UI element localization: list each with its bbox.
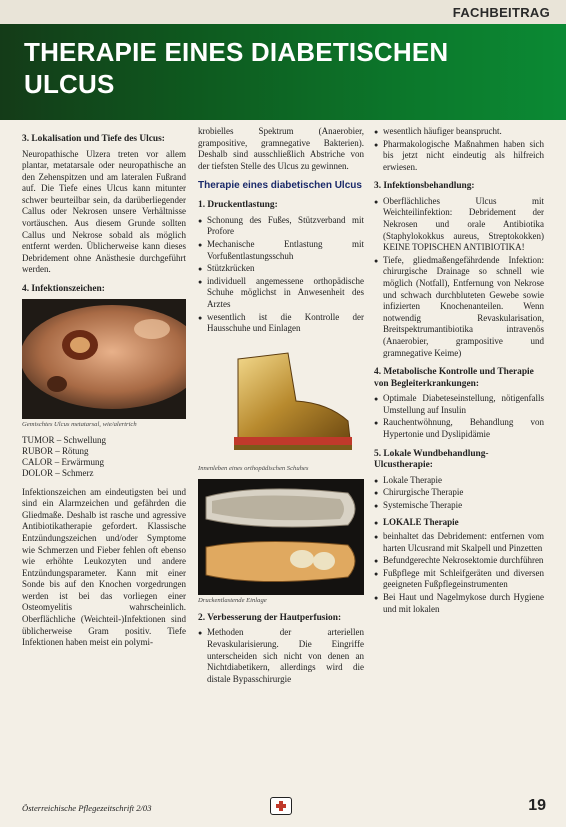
heading-metabolische-kontrolle: 4. Metabolische Kontrolle und Therapie von Begleiterkrankungen: bbox=[374, 367, 534, 389]
insole-photo bbox=[198, 479, 364, 595]
list-item: ● Optimale Diabeteseinstellung, nötigenfalls Umstellung auf Insulin bbox=[383, 393, 544, 416]
page-footer bbox=[0, 795, 566, 827]
shoe-photo-image bbox=[198, 341, 364, 463]
top-bar bbox=[0, 0, 566, 26]
list-wundbehandlung bbox=[374, 475, 544, 512]
list-item: ● Systemische Therapie bbox=[383, 500, 544, 512]
caption-ulcus: Gemischtes Ulcus metatarsal, wie/alertrich bbox=[22, 420, 137, 428]
list-item: ● wesentlich häufiger beansprucht. bbox=[383, 126, 544, 138]
list-item: ● Methoden der arteriellen Revaskularisierung. Die Eingriffe unterscheiden sich nicht von denen an Nichtdiabetikern, allerdings wird die distale Bypasschirurgie bbox=[207, 627, 364, 685]
list-infektionsbehandlung bbox=[374, 196, 544, 359]
ulcus-photo bbox=[22, 299, 186, 419]
list-item: ● Oberflächliches Ulcus mit Weichteilinfektion: Debridement der Nekrosen und orale Antibiotika (Staphylokokkus aureus, Streptokokken) KEINE TOPISCHEN ANTIBIOTIKA! bbox=[383, 196, 544, 254]
column-1 bbox=[22, 126, 186, 655]
heading-druckentlastung: 1. Druckentlastung: bbox=[198, 200, 278, 211]
caption-insole: Druckentlastende Einlage bbox=[198, 596, 267, 604]
lokale-therapie-heading: ● LOKALE Therapie bbox=[383, 517, 544, 529]
page-number: 19 bbox=[528, 797, 546, 814]
tumor-item: DOLOR – Schmerz bbox=[22, 467, 94, 478]
magazine-name: Österreichische Pflegezeitschrift 2/03 bbox=[22, 803, 152, 813]
list-item: ● Stützkrücken bbox=[207, 263, 364, 275]
list-metabolische-kontrolle bbox=[374, 393, 544, 440]
caption-shoe: Innenleben eines orthopädischen Schuhes bbox=[198, 464, 309, 472]
column-3 bbox=[374, 126, 544, 621]
heading-lokalisation: 3. Lokalisation und Tiefe des Ulcus: bbox=[22, 134, 165, 144]
tumor-list bbox=[22, 435, 186, 479]
list-continued bbox=[374, 126, 544, 173]
ulcus-photo-image bbox=[22, 299, 186, 419]
paragraph-infektion: Infektionszeichen am eindeutigsten bei und sind ein Alarmzeichen und gefährden die Gliedmaße. Deshalb ist rasche und agressive Antibiotikatherapie gefordert. Klassische Entzündungszeichen und/oder Symptome wie Schmerzen und Fieber fehlen oft ebenso wie erhöhte Leukozyten und andere Entzündungsparameter. Kann mit einer Sonde bis auf den Knochen vorgedrungen werden ist bei das vorliegen einer Osteomyelitis wahrscheinlich. Oberflächliche (Weichteil-)Infektionen sind üblicherweise Gram positiv. Tiefe Infektionen haben meist ein polymi- bbox=[22, 486, 186, 648]
heading-infektionsbehandlung: 3. Infektionsbehandlung: bbox=[374, 181, 475, 192]
paragraph-spektrum: krobielles Spektrum (Anaerobier, grampositive, gramnegative Bakterien). Deshalb sind ausschließlich Abstriche von der tiefsten Stelle des Ulcus zu gewinnen. bbox=[198, 126, 364, 171]
list-item: ● Pharmakologische Maßnahmen haben sich bis jetzt nicht eindeutig als hilfreich erwiesen. bbox=[383, 139, 544, 174]
list-item: ● Fußpflege mit Schleifgeräten und diversen geeigneten Fußpflegeinstrumenten bbox=[383, 568, 544, 591]
heading-wundbehandlung: 5. Lokale Wundbehandlung-Ulcustherapie: bbox=[374, 448, 489, 471]
paragraph-lokalisation: Neuropathische Ulzera treten vor allem plantar, metatarsale oder neuropathische an den Zehenspitzen und am lateralen Fußrand auf. Die Tiefe eines Ulcus kann mitunter schwer beurteilbar sein, da darüberliegender Callus oder Nekrosen unsere Verhältnisse vortäuschen. Aus diesem Grunde sollten Callus und Nekrose sobald als möglich entfernt werden. Üblicherweise kann dieses Debridement ohne Anästhesie durchgeführt werden. bbox=[22, 148, 186, 275]
list-item: ● Mechanische Entlastung mit Vorfußentlastungsschuh bbox=[207, 239, 364, 262]
list-item: ● Befundgerechte Nekrosektomie durchführen bbox=[383, 555, 544, 567]
list-item: ● Rauchentwöhnung, Behandlung von Hypertonie und Dyslipidämie bbox=[383, 417, 544, 440]
list-druckentlastung bbox=[198, 215, 364, 335]
shoe-photo bbox=[198, 341, 364, 463]
insole-photo-image bbox=[198, 479, 364, 595]
tumor-item: CALOR – Erwärmung bbox=[22, 456, 104, 467]
section-heading-therapie: Therapie eines diabetischen Ulcus bbox=[198, 180, 362, 192]
heading-infektionszeichen: 4. Infektionszeichen: bbox=[22, 284, 105, 295]
section-label: FACHBEITRAG bbox=[452, 5, 550, 20]
magazine-logo-icon bbox=[270, 797, 292, 815]
list-item: ● Schonung des Fußes, Stützverband mit Profore bbox=[207, 215, 364, 238]
article-title: THERAPIE EINES DIABETISCHEN ULCUS bbox=[24, 37, 449, 99]
tumor-item: RUBOR – Rötung bbox=[22, 445, 89, 456]
title-banner bbox=[0, 24, 566, 120]
list-item: ● wesentlich ist die Kontrolle der Hausschuhe und Einlagen bbox=[207, 312, 364, 335]
heading-hautperfusion: 2. Verbesserung der Hautperfusion: bbox=[198, 612, 342, 623]
list-item: ● Tiefe, gliedmaßengefährdende Infektion: chirurgische Drainage so schnell wie möglich (Notfall), Entfernung von Nekrose und schwach durchbluteten Gewebe sowie infizierten Knochenanteilen. Wenn notwendig Revaskularisation, Breitspektrumantibiotika intravenös (Anaerobier, grampositive und gramnegative Keime) bbox=[383, 255, 544, 359]
list-item: ● individuell angemessene orthopädische Schuhe möglichst in Anwesenheit des Arztes bbox=[207, 276, 364, 311]
list-item: ● Lokale Therapie bbox=[383, 475, 544, 487]
list-hautperfusion bbox=[198, 627, 364, 685]
tumor-item: TUMOR – Schwellung bbox=[22, 434, 106, 445]
list-item: ● beinhaltet das Debridement: entfernen vom harten Ulcusrand mit Skalpell und Pinzetten bbox=[383, 531, 544, 554]
column-2 bbox=[198, 126, 364, 691]
list-lokale-therapie bbox=[374, 531, 544, 615]
list-lokale-heading bbox=[374, 517, 544, 529]
list-item: ● Bei Haut und Nagelmykose durch Hygiene und mit lokalen bbox=[383, 592, 544, 615]
list-item: ● Chirurgische Therapie bbox=[383, 487, 544, 499]
